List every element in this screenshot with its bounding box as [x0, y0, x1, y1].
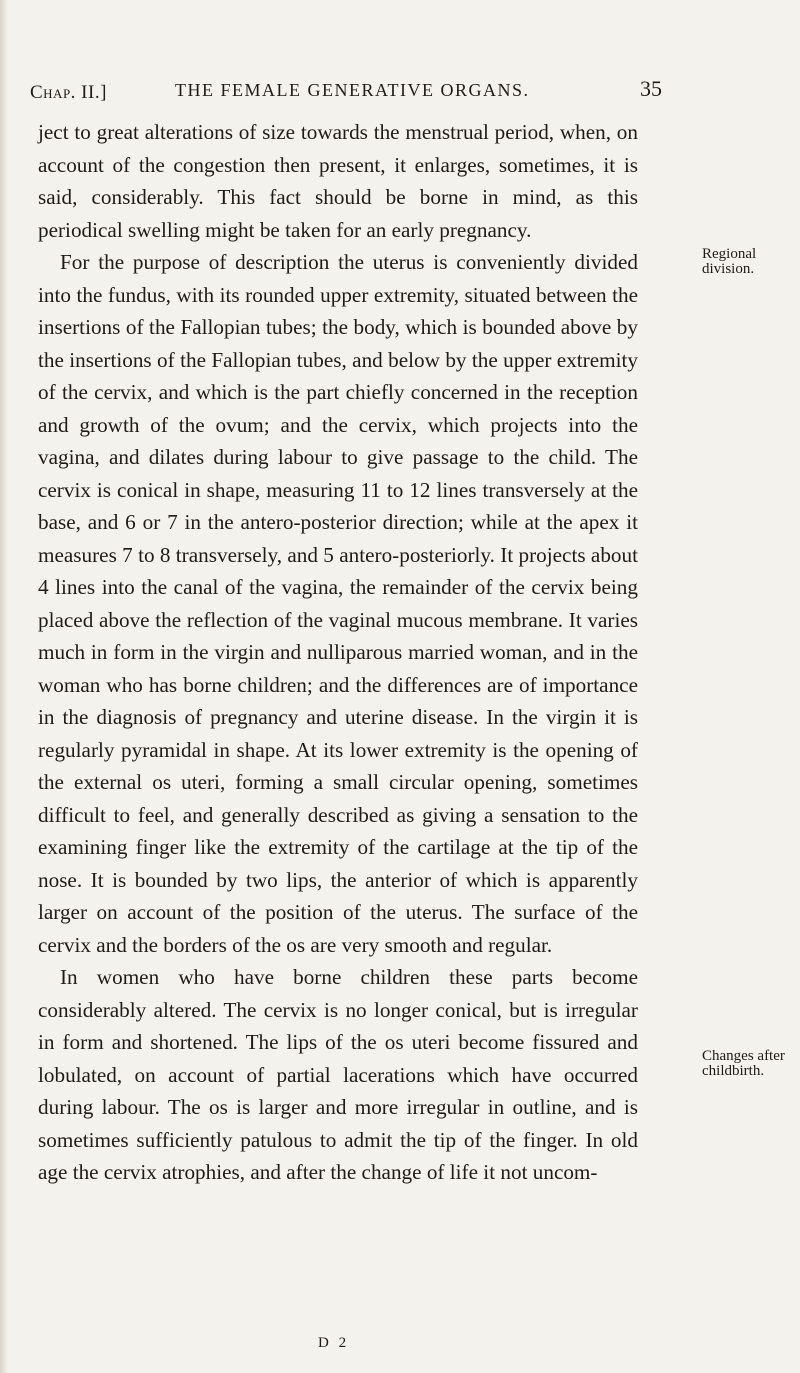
running-title: THE FEMALE GENERATIVE ORGANS.: [175, 80, 530, 100]
paragraph-regional-division: For the purpose of description the uterus is conveniently divided into the fundus, with its rounded upper extremity, situated between the insertions of the Fallopian tubes; the body, which is bounded above by the insertions of the Fallopian tubes, and below by the upper extremity of the cervix, and which is the part chiefly concerned in the reception and growth of the ovum; and the cervix, which projects into the vagina, and dilates during labour to give passage to the child. The cervix is conical in shape, measuring 11 to 12 lines transversely at the base, and 6 or 7 in the antero-posterior direction; while at the apex it measures 7 to 8 transversely, and 5 antero-posteriorly. It projects about 4 lines into the canal of the vagina, the remainder of the cervix being placed above the reflection of the vaginal mucous membrane. It varies much in form in the virgin and nulliparous married woman, and in the woman who has borne children; and the differences are of importance in the diagnosis of pregnancy and uterine disease. In the virgin it is regularly pyramidal in shape. At its lower extremity is the opening of the external os uteri, forming a small circular opening, sometimes difficult to feel, and generally described as giving a sensation to the examining finger like the extremity of the cartilage at the tip of the nose. It is bounded by two lips, the anterior of which is apparently larger on account of the position of the uterus. The surface of the cervix and the borders of the os are very smooth and regular.: [38, 250, 638, 957]
paragraph-changes-after-childbirth: In women who have borne children these parts become considerably altered. The cervix is no longer conical, but is irregular in form and shortened. The lips of the os uteri become fissured and lobulated, on account of partial lacerations which have occurred during labour. The os is larger and more irregular in outline, and is sometimes sufficiently patulous to admit the tip of the finger. In old age the cervix atrophies, and after the change of life it not uncom-: [38, 965, 638, 1184]
signature-mark: D 2: [318, 1335, 350, 1351]
page-number: 35: [640, 76, 662, 101]
body-text: [38, 116, 638, 1189]
marginal-note-changes-after-childbirth: Changes after childbirth.: [702, 1048, 785, 1079]
chapter-label: Chap. II.]: [30, 82, 107, 103]
running-head: [0, 76, 800, 106]
page-gutter-shadow: [0, 0, 8, 1373]
paragraph-continuation: ject to great alterations of size towards the menstrual period, when, on account of the congestion then present, it enlarges, sometimes, it is said, considerably. This fact should be borne in mind, as this periodical swelling might be taken for an early pregnancy.: [38, 120, 638, 242]
marginal-note-regional-division: Regional division.: [702, 246, 757, 277]
